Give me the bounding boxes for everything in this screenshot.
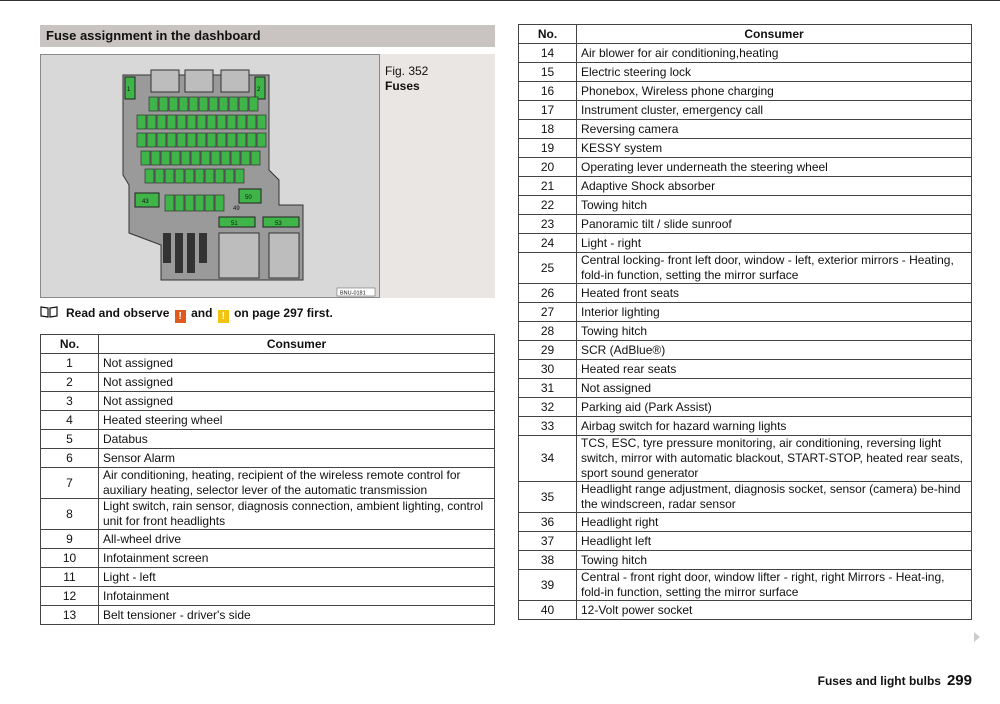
fuse-slot <box>137 133 146 147</box>
fuse-slot <box>189 97 198 111</box>
fuse-slot <box>209 97 218 111</box>
table-row <box>41 530 495 549</box>
fuse-slot <box>175 195 184 211</box>
fuse-consumer: Not assigned <box>99 354 495 373</box>
table-row <box>41 499 495 530</box>
fuse-number: 6 <box>41 449 99 468</box>
table-row <box>41 392 495 411</box>
fuse-slot <box>207 115 216 129</box>
svg-text:53: 53 <box>275 221 282 227</box>
fuse-consumer: Heated steering wheel <box>99 411 495 430</box>
fuse-slot <box>241 151 250 165</box>
fuse-number: 1 <box>41 354 99 373</box>
table-row <box>519 120 972 139</box>
fuse-consumer: Belt tensioner - driver's side <box>99 606 495 625</box>
fuse-slot <box>167 133 176 147</box>
fuse-number: 11 <box>41 568 99 587</box>
table-row <box>519 436 972 482</box>
table-row <box>519 234 972 253</box>
page-footer <box>818 672 972 689</box>
warning-yellow-icon: ! <box>218 310 229 323</box>
table-row <box>41 373 495 392</box>
table-row <box>41 587 495 606</box>
safety-notice <box>40 306 333 323</box>
fuse-number: 38 <box>519 551 577 570</box>
table-row <box>519 513 972 532</box>
fuse-number: 25 <box>519 253 577 284</box>
fuse-slot <box>185 169 194 183</box>
fuse-slot <box>151 151 160 165</box>
svg-text:1: 1 <box>127 87 131 93</box>
fuse-consumer: Interior lighting <box>577 303 972 322</box>
fuse-consumer: Reversing camera <box>577 120 972 139</box>
fuse-slot <box>211 151 220 165</box>
fuse-table-right <box>518 24 972 620</box>
fuse-number: 36 <box>519 513 577 532</box>
fuse-consumer: Towing hitch <box>577 551 972 570</box>
fuse-consumer: All-wheel drive <box>99 530 495 549</box>
table-row <box>519 601 972 620</box>
notice-and: and <box>191 306 213 320</box>
fuse-number: 31 <box>519 379 577 398</box>
fuse-slot <box>217 133 226 147</box>
fuse-slot <box>167 115 176 129</box>
table-row <box>41 449 495 468</box>
table-row <box>41 468 495 499</box>
fuse-number: 35 <box>519 482 577 513</box>
fuse-number: 4 <box>41 411 99 430</box>
table-row <box>519 379 972 398</box>
fuse-slot <box>161 151 170 165</box>
table-row <box>519 417 972 436</box>
fuse-slot <box>157 133 166 147</box>
fuse-number: 26 <box>519 284 577 303</box>
fuse-slot <box>165 169 174 183</box>
fuse-consumer: Towing hitch <box>577 196 972 215</box>
fuse-slot <box>239 97 248 111</box>
table-row <box>41 411 495 430</box>
fuse-consumer: Headlight left <box>577 532 972 551</box>
fuse-slot <box>147 115 156 129</box>
fuse-slot <box>179 97 188 111</box>
fuse-consumer: Electric steering lock <box>577 63 972 82</box>
fuse-slot <box>225 169 234 183</box>
table-row <box>519 44 972 63</box>
fuse-consumer: Air conditioning, heating, recipient of the wireless remote control for auxiliary heating, selector lever of the automatic transmission <box>99 468 495 499</box>
fuse-consumer: Infotainment <box>99 587 495 606</box>
table-row <box>41 568 495 587</box>
fuse-consumer: Central - front right door, window lifter - right, right Mirrors - Heat-ing, fold-in function, setting the mirror surface <box>577 570 972 601</box>
fuse-slot <box>177 133 186 147</box>
svg-text:50: 50 <box>245 195 252 201</box>
fuse-consumer: Light - right <box>577 234 972 253</box>
fuse-slot <box>159 97 168 111</box>
fuse-number: 24 <box>519 234 577 253</box>
fuse-slot <box>235 169 244 183</box>
fuse-number: 33 <box>519 417 577 436</box>
fuse-number: 15 <box>519 63 577 82</box>
fuse-slot <box>251 151 260 165</box>
figure-title: Fuses <box>385 79 420 93</box>
book-icon <box>40 306 58 318</box>
fuse-slot <box>227 133 236 147</box>
fuse-slot <box>175 169 184 183</box>
fuse-consumer: Databus <box>99 430 495 449</box>
table-row <box>519 215 972 234</box>
fuse-number: 7 <box>41 468 99 499</box>
fuse-consumer: Sensor Alarm <box>99 449 495 468</box>
fuse-slot <box>195 169 204 183</box>
fuse-consumer: Not assigned <box>577 379 972 398</box>
table-row <box>519 322 972 341</box>
fuse-number: 16 <box>519 82 577 101</box>
fuse-slot <box>165 195 174 211</box>
fuse-slot <box>197 115 206 129</box>
table-row <box>519 341 972 360</box>
fuse-consumer: SCR (AdBlue®) <box>577 341 972 360</box>
fuse-number: 34 <box>519 436 577 482</box>
warning-red-icon: ! <box>175 310 186 323</box>
table-row <box>41 606 495 625</box>
fuse-number: 27 <box>519 303 577 322</box>
fuse-slot <box>185 195 194 211</box>
fuse-slot <box>231 151 240 165</box>
fuse-slot <box>207 133 216 147</box>
fuse-slot <box>199 97 208 111</box>
fuse-number: 9 <box>41 530 99 549</box>
fuse-slot <box>145 169 154 183</box>
fuse-slot <box>205 169 214 183</box>
fuse-slot <box>177 115 186 129</box>
table-row <box>519 532 972 551</box>
fuse-number: 2 <box>41 373 99 392</box>
fuse-slot <box>205 195 214 211</box>
table-row <box>41 430 495 449</box>
column-header-no: No. <box>519 25 577 44</box>
fuse-slot <box>217 115 226 129</box>
fuse-consumer: Parking aid (Park Assist) <box>577 398 972 417</box>
fuse-consumer: Light - left <box>99 568 495 587</box>
fuse-consumer: Instrument cluster, emergency call <box>577 101 972 120</box>
table-row <box>519 139 972 158</box>
figure-code: BNU-0181 <box>340 290 366 297</box>
fuse-number: 39 <box>519 570 577 601</box>
fuse-consumer: Air blower for air conditioning,heating <box>577 44 972 63</box>
table-row <box>41 354 495 373</box>
table-row <box>519 570 972 601</box>
fuse-number: 10 <box>41 549 99 568</box>
fuse-slot <box>141 151 150 165</box>
fuse-slot <box>201 151 210 165</box>
chapter-title: Fuses and light bulbs <box>817 674 941 688</box>
fuse-number: 17 <box>519 101 577 120</box>
svg-text:49: 49 <box>233 206 240 212</box>
fuse-number: 23 <box>519 215 577 234</box>
table-row <box>519 482 972 513</box>
fuse-consumer: Operating lever underneath the steering wheel <box>577 158 972 177</box>
fuse-consumer: Infotainment screen <box>99 549 495 568</box>
fuse-number: 28 <box>519 322 577 341</box>
fuse-number: 40 <box>519 601 577 620</box>
fuse-consumer: Headlight right <box>577 513 972 532</box>
fuse-box-diagram <box>41 55 379 297</box>
table-row <box>519 284 972 303</box>
table-row <box>519 177 972 196</box>
fuse-slot <box>257 133 266 147</box>
fuse-slot <box>215 195 224 211</box>
fuse-consumer: Airbag switch for hazard warning lights <box>577 417 972 436</box>
fuse-slot <box>219 97 228 111</box>
table-row <box>519 158 972 177</box>
fuse-consumer: Not assigned <box>99 373 495 392</box>
table-row <box>519 253 972 284</box>
fuse-slot <box>221 151 230 165</box>
fuse-consumer: Panoramic tilt / slide sunroof <box>577 215 972 234</box>
fuse-consumer: Heated front seats <box>577 284 972 303</box>
fuse-slot <box>149 97 158 111</box>
fuse-number: 32 <box>519 398 577 417</box>
table-row <box>519 398 972 417</box>
next-page-arrow-icon <box>974 632 980 642</box>
fuse-slot <box>187 133 196 147</box>
fuse-slot <box>237 133 246 147</box>
fuse-consumer: 12-Volt power socket <box>577 601 972 620</box>
svg-text:51: 51 <box>231 221 238 227</box>
fuse-number: 14 <box>519 44 577 63</box>
fuse-consumer: Heated rear seats <box>577 360 972 379</box>
fuse-number: 5 <box>41 430 99 449</box>
table-row <box>519 196 972 215</box>
fuse-number: 12 <box>41 587 99 606</box>
table-row <box>519 101 972 120</box>
notice-suffix: on page 297 first. <box>234 306 333 320</box>
fuse-number: 20 <box>519 158 577 177</box>
fuse-number: 37 <box>519 532 577 551</box>
column-header-consumer: Consumer <box>99 335 495 354</box>
fuse-consumer: Headlight range adjustment, diagnosis socket, sensor (camera) be-hind the windscreen, radar sensor <box>577 482 972 513</box>
fuse-slot <box>229 97 238 111</box>
fuse-slot <box>215 169 224 183</box>
fuse-number: 18 <box>519 120 577 139</box>
fuse-slot <box>147 133 156 147</box>
fuse-box-figure <box>40 54 380 298</box>
fuse-consumer: Light switch, rain sensor, diagnosis connection, ambient lighting, control unit for front headlights <box>99 499 495 530</box>
fuse-consumer: KESSY system <box>577 139 972 158</box>
fuse-consumer: Adaptive Shock absorber <box>577 177 972 196</box>
fuse-number: 8 <box>41 499 99 530</box>
fuse-consumer: Not assigned <box>99 392 495 411</box>
column-header-consumer: Consumer <box>577 25 972 44</box>
fuse-number: 13 <box>41 606 99 625</box>
svg-text:43: 43 <box>142 199 149 205</box>
fuse-slot <box>191 151 200 165</box>
section-title: Fuse assignment in the dashboard <box>40 25 495 47</box>
table-row <box>41 549 495 568</box>
fuse-slot <box>227 115 236 129</box>
fuse-number: 22 <box>519 196 577 215</box>
table-row <box>519 303 972 322</box>
fuse-consumer: Central locking- front left door, window - left, exterior mirrors - Heating, fold-in function, setting the mirror surface <box>577 253 972 284</box>
fuse-number: 30 <box>519 360 577 379</box>
notice-prefix: Read and observe <box>66 306 170 320</box>
fuse-slot <box>195 195 204 211</box>
fuse-consumer: Phonebox, Wireless phone charging <box>577 82 972 101</box>
figure-number: Fig. 352 <box>385 64 429 78</box>
fuse-slot <box>247 115 256 129</box>
svg-text:2: 2 <box>257 87 261 93</box>
fuse-slot <box>171 151 180 165</box>
fuse-number: 19 <box>519 139 577 158</box>
fuse-slot <box>169 97 178 111</box>
table-row <box>519 63 972 82</box>
top-rule <box>0 0 1000 1</box>
fuse-slot <box>237 115 246 129</box>
column-header-no: No. <box>41 335 99 354</box>
table-row <box>519 360 972 379</box>
fuse-slot <box>157 115 166 129</box>
table-row <box>519 82 972 101</box>
fuse-number: 29 <box>519 341 577 360</box>
fuse-slot <box>257 115 266 129</box>
fuse-consumer: Towing hitch <box>577 322 972 341</box>
fuse-slot <box>155 169 164 183</box>
fuse-slot <box>137 115 146 129</box>
fuse-slot <box>249 97 258 111</box>
table-row <box>519 551 972 570</box>
fuse-table-left <box>40 334 495 625</box>
fuse-number: 3 <box>41 392 99 411</box>
fuse-slot <box>247 133 256 147</box>
fuse-slot <box>197 133 206 147</box>
fuse-slot <box>187 115 196 129</box>
fuse-number: 21 <box>519 177 577 196</box>
page-number: 299 <box>946 672 972 689</box>
fuse-consumer: TCS, ESC, tyre pressure monitoring, air conditioning, reversing light switch, mirror with automatic blackout, START-STOP, heated rear seats, sport sound generator <box>577 436 972 482</box>
fuse-slot <box>181 151 190 165</box>
